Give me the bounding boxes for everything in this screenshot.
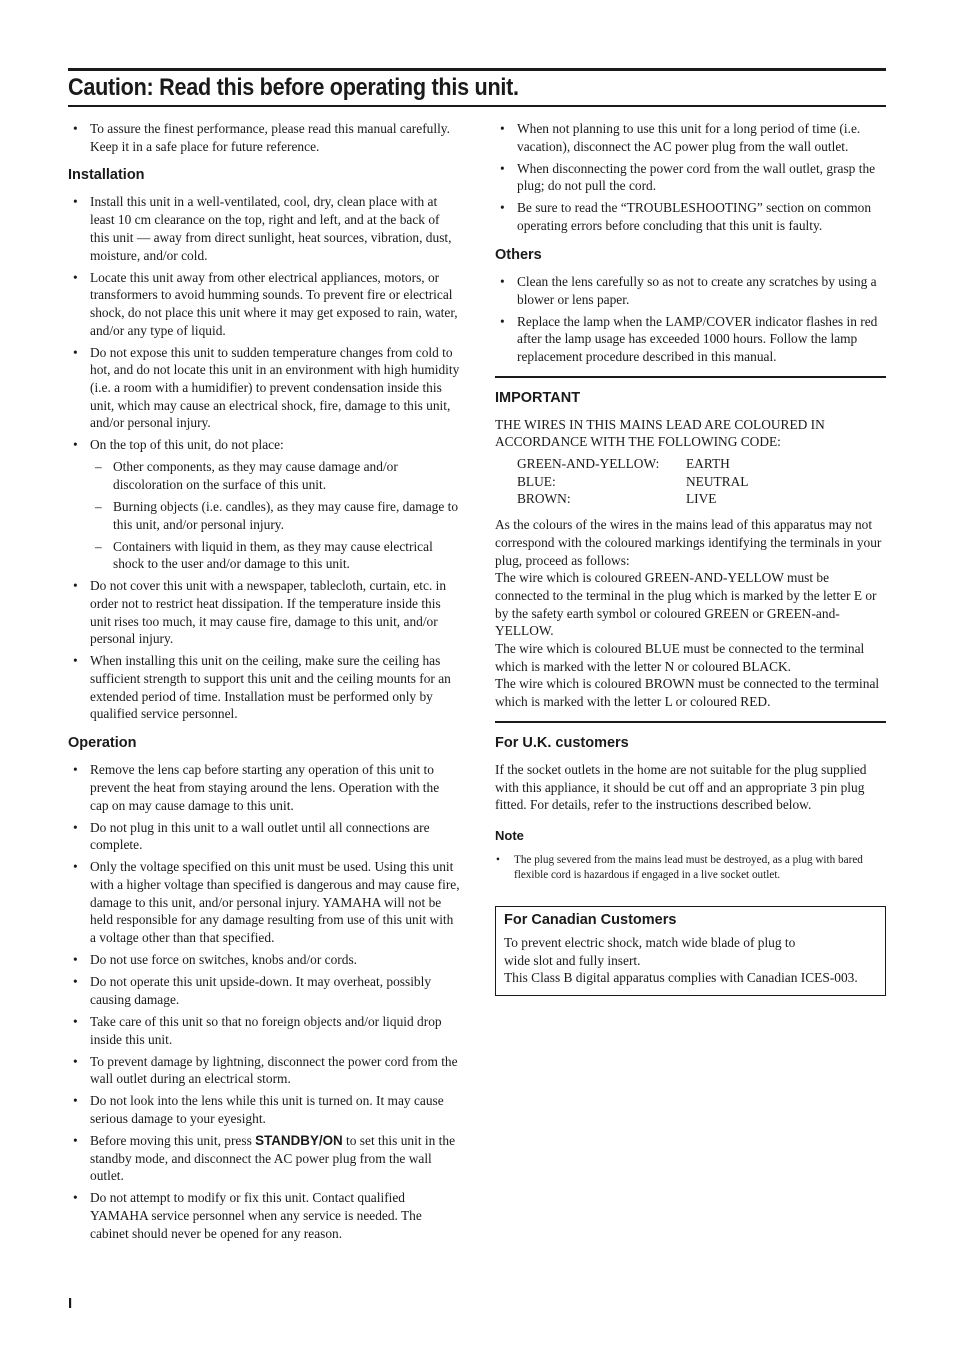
- wire-meaning: NEUTRAL: [686, 473, 749, 489]
- list-item: • Do not plug in this unit to a wall outlet until all connections are complete.: [68, 819, 460, 854]
- section-divider: [495, 721, 886, 723]
- list-item-text: On the top of this unit, do not place:: [90, 437, 284, 453]
- list-item: • Install this unit in a well-ventilated, cool, dry, clean place with at least 10 cm clearance on the top, right and left, and at the back of this unit — away from direct sunlight, heat sources, vibration, dust, moisture, and/or cold.: [68, 193, 460, 264]
- canada-line: This Class B digital apparatus complies with Canadian ICES-003.: [504, 970, 858, 986]
- intro-list: [68, 120, 460, 155]
- list-item: • Do not use force on switches, knobs and/or cords.: [68, 951, 460, 969]
- note-item: • The plug severed from the mains lead must be destroyed, as a plug with bared flexible cord is hazardous if engaged in a live socket outlet.: [495, 853, 886, 884]
- standby-text-pre: Before moving this unit, press: [90, 1132, 256, 1148]
- wire-meaning: EARTH: [686, 456, 730, 472]
- installation-heading: Installation: [68, 167, 145, 184]
- wire-color: BROWN:: [517, 491, 571, 507]
- canada-line: To prevent electric shock, match wide blade of plug to: [504, 934, 796, 950]
- installation-list: [68, 193, 460, 723]
- page-marker: I: [68, 1295, 73, 1312]
- general-list: [495, 120, 886, 235]
- important-paragraph: The wire which is coloured BLUE must be connected to the terminal which is marked with the letter N or coloured BLACK.: [495, 641, 865, 674]
- list-item: • Only the voltage specified on this unit must be used. Using this unit with a higher voltage than specified is dangerous and may cause fire, damage to this unit, and/or personal injury. YAMAHA will not be held responsible for any damage resulting from use of this unit with a voltage other than that specified.: [68, 858, 460, 947]
- sub-list: [90, 458, 460, 573]
- section-divider: [495, 376, 886, 378]
- operation-heading: Operation: [68, 735, 137, 752]
- others-list: [495, 273, 886, 366]
- wire-color: GREEN-AND-YELLOW:: [517, 456, 660, 472]
- wire-code-table: [517, 455, 748, 508]
- canada-heading: For Canadian Customers: [504, 911, 677, 928]
- right-column: [495, 120, 886, 996]
- wire-meaning: LIVE: [686, 491, 717, 507]
- important-lead: THE WIRES IN THIS MAINS LEAD ARE COLOURED IN ACCORDANCE WITH THE FOLLOWING CODE:: [495, 416, 825, 450]
- list-item: • Remove the lens cap before starting any operation of this unit to prevent the heat from staying around the lens. Operation with the cap on may cause damage to this unit.: [68, 761, 460, 814]
- important-paragraph: The wire which is coloured BROWN must be connected to the terminal which is marked with the letter L or coloured RED.: [495, 676, 880, 710]
- note-list: [495, 853, 886, 884]
- list-item: • When disconnecting the power cord from the wall outlet, grasp the plug; do not pull the cord.: [495, 160, 886, 195]
- list-item: • Do not cover this unit with a newspaper, tablecloth, curtain, etc. in order not to restrict heat dissipation. If the temperature inside this unit rises too much, it may cause fire, damage to this unit, and/or personal injury.: [68, 577, 460, 648]
- table-row: [517, 490, 748, 508]
- important-paragraph: The wire which is coloured GREEN-AND-YELLOW must be connected to the terminal in the plug which is marked by the letter E or by the safety earth symbol or coloured GREEN or GREEN-and-YELLOW.: [495, 570, 877, 639]
- sub-list-item: – Other components, as they may cause damage and/or discoloration on the surface of this unit.: [90, 458, 460, 493]
- list-item: • Do not look into the lens while this unit is turned on. It may cause serious damage to your eyesight.: [68, 1092, 460, 1127]
- important-paragraph: As the colours of the wires in the mains lead of this apparatus may not correspond with the coloured markings identifying the terminals in your plug, proceed as follows:: [495, 517, 882, 568]
- list-item: • Take care of this unit so that no foreign objects and/or liquid drop inside this unit.: [68, 1013, 460, 1048]
- canada-box: [495, 906, 886, 996]
- left-column: [68, 120, 460, 1247]
- list-item: • Do not attempt to modify or fix this unit. Contact qualified YAMAHA service personnel when any service is needed. The cabinet should never be opened for any reason.: [68, 1189, 460, 1242]
- list-item: • Do not operate this unit upside-down. It may overheat, possibly causing damage.: [68, 973, 460, 1008]
- others-heading: Others: [495, 246, 542, 263]
- uk-text: If the socket outlets in the home are not suitable for the plug supplied with this appliance, it should be cut off and an appropriate 3 pin plug fitted. For details, refer to the instructions described below.: [495, 761, 867, 813]
- note-heading: Note: [495, 827, 524, 843]
- list-item: • Be sure to read the “TROUBLESHOOTING” section on common operating errors before concluding that this unit is faulty.: [495, 199, 886, 234]
- list-item: • Replace the lamp when the LAMP/COVER indicator flashes in red after the lamp usage has exceeded 1000 hours. Follow the lamp replacement procedure described in this manual.: [495, 313, 886, 366]
- sub-list-item: – Burning objects (i.e. candles), as they may cause fire, damage to this unit, and/or personal injury.: [90, 498, 460, 533]
- uk-heading: For U.K. customers: [495, 734, 629, 751]
- standby-key-label: STANDBY/ON: [255, 1132, 343, 1148]
- list-item: [68, 1132, 460, 1185]
- important-heading: IMPORTANT: [495, 389, 581, 406]
- list-item: • When installing this unit on the ceiling, make sure the ceiling has sufficient strength to support this unit and the ceiling mounts for an extended period of time. Installation must be performed only by qualified service personnel.: [68, 652, 460, 723]
- table-row: [517, 455, 748, 473]
- list-item: • Clean the lens carefully so as not to create any scratches by using a blower or lens paper.: [495, 273, 886, 308]
- list-item: • To assure the finest performance, please read this manual carefully. Keep it in a safe place for future reference.: [68, 120, 460, 155]
- standby-text-post: to set this unit in the standby mode, and disconnect the AC power plug from the wall outlet.: [90, 1132, 456, 1184]
- list-item: • To prevent damage by lightning, disconnect the power cord from the wall outlet during an electrical storm.: [68, 1053, 460, 1088]
- sub-list-item: – Containers with liquid in them, as they may cause electrical shock to the user and/or damage to this unit.: [90, 538, 460, 573]
- list-item: • When not planning to use this unit for a long period of time (i.e. vacation), disconnect the AC power plug from the wall outlet.: [495, 120, 886, 155]
- operation-list: [68, 761, 460, 1242]
- page-title: Caution: Read this before operating this unit.: [68, 74, 519, 101]
- list-item: [68, 436, 460, 573]
- list-item: • Locate this unit away from other electrical appliances, motors, or transformers to avoid humming sounds. To prevent fire or electrical shock, do not place this unit where it may get exposed to rain, water, and/or any type of liquid.: [68, 269, 460, 340]
- table-row: [517, 473, 748, 491]
- wire-color: BLUE:: [517, 473, 556, 489]
- title-bar: [68, 68, 886, 107]
- canada-line: wide slot and fully insert.: [504, 952, 641, 968]
- list-item: • Do not expose this unit to sudden temperature changes from cold to hot, and do not locate this unit in an environment with high humidity (i.e. a room with a humidifier) to prevent condensation inside this unit, which may cause an electrical shock, fire, damage to this unit, and/or personal injury.: [68, 344, 460, 433]
